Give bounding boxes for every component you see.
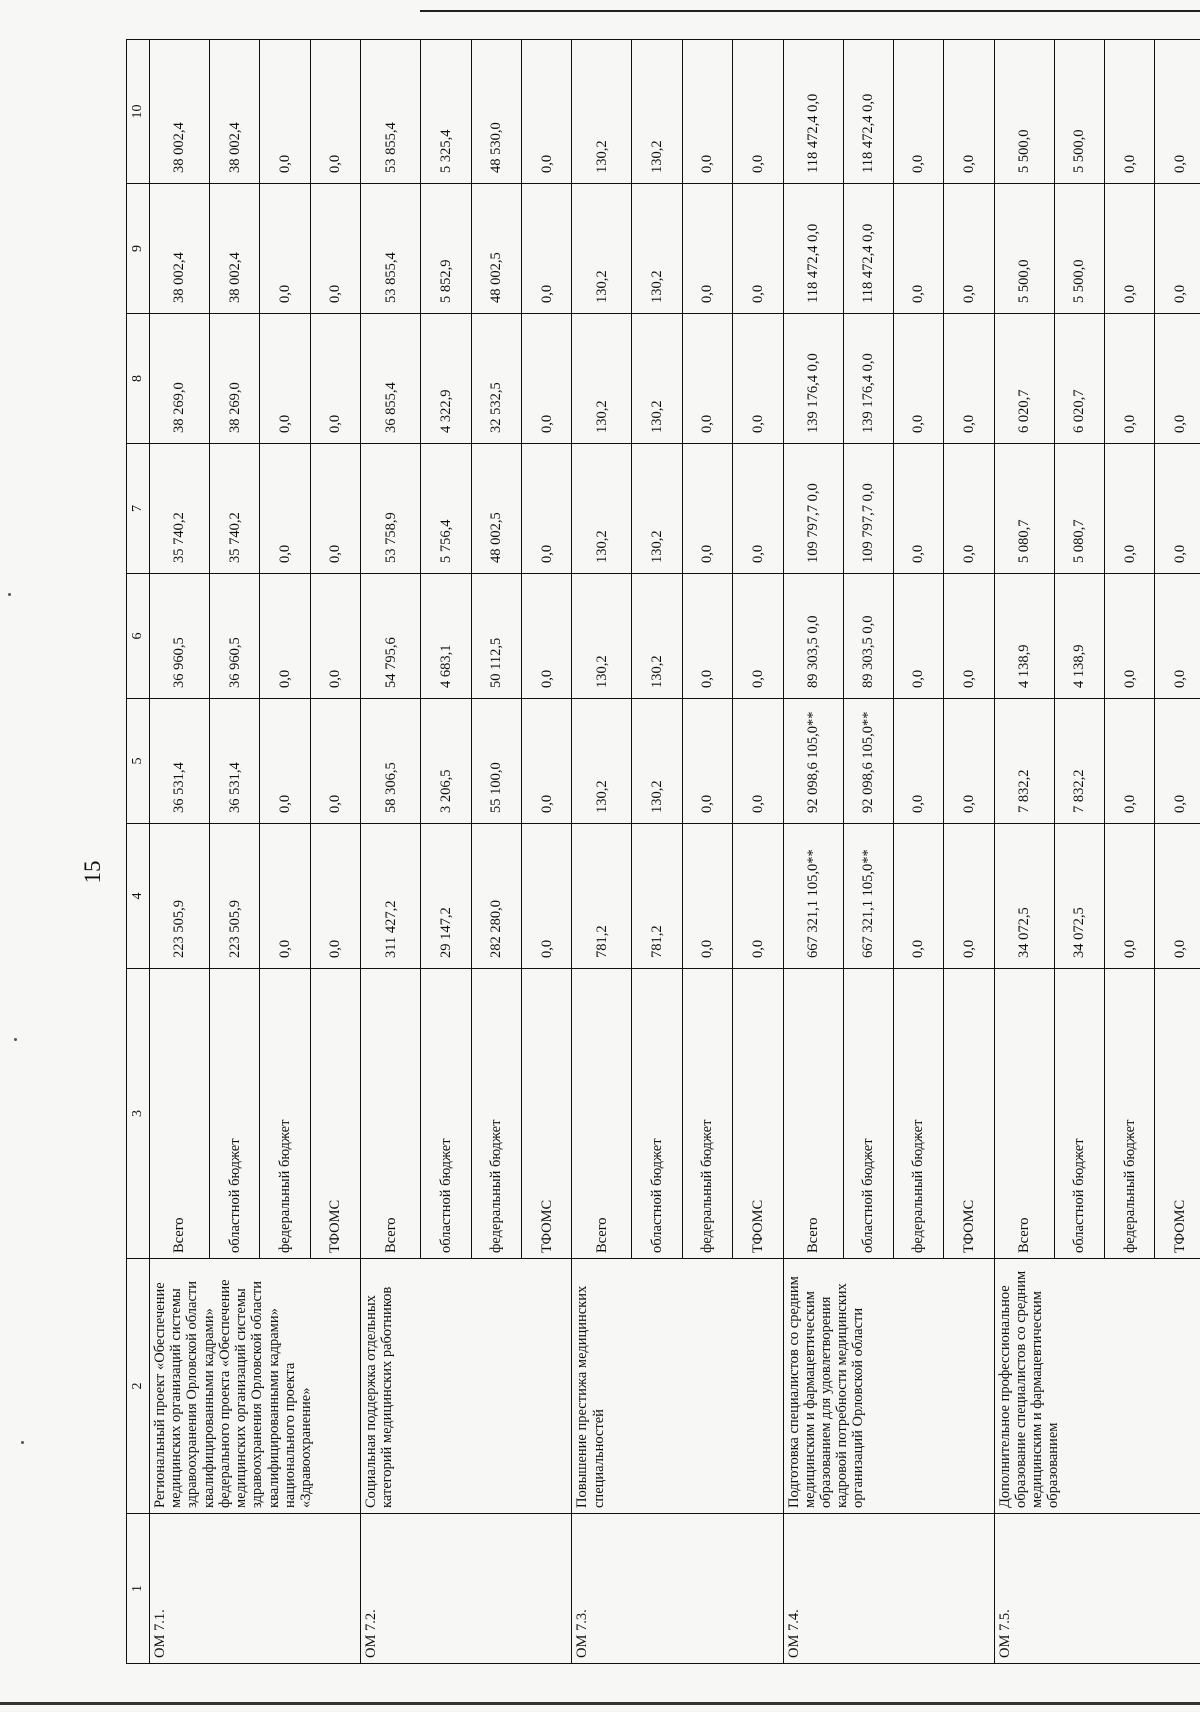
amount-cell: 0,0 [1105, 699, 1155, 824]
amount-cell: 109 797,7 0,0 [843, 444, 893, 574]
amount-cell: 0,0 [682, 40, 732, 184]
amount-cell: 0,0 [682, 699, 732, 824]
amount-cell: 667 321,1 105,0** [783, 824, 843, 969]
amount-cell: 34 072,5 [1054, 824, 1104, 969]
amount-cell: 48 002,5 [471, 184, 521, 314]
amount-cell: 118 472,4 0,0 [843, 184, 893, 314]
measure-code: ОМ 7.5. [994, 1514, 1200, 1664]
amount-cell: 0,0 [944, 824, 994, 969]
amount-cell: 38 269,0 [150, 314, 210, 444]
measure-code: ОМ 7.1. [150, 1514, 361, 1664]
funding-source: областной бюджет [210, 969, 260, 1259]
amount-cell: 35 740,2 [210, 444, 260, 574]
amount-cell: 0,0 [944, 184, 994, 314]
amount-cell: 0,0 [733, 699, 783, 824]
amount-cell: 89 303,5 0,0 [783, 574, 843, 699]
amount-cell: 0,0 [682, 824, 732, 969]
amount-cell: 282 280,0 [471, 824, 521, 969]
amount-cell: 0,0 [521, 699, 571, 824]
amount-cell: 5 852,9 [421, 184, 471, 314]
amount-cell: 5 500,0 [994, 40, 1054, 184]
amount-cell: 667 321,1 105,0** [843, 824, 893, 969]
amount-cell: 0,0 [682, 184, 732, 314]
amount-cell: 0,0 [1105, 444, 1155, 574]
amount-cell: 50 112,5 [471, 574, 521, 699]
amount-cell: 0,0 [733, 824, 783, 969]
amount-cell: 48 530,0 [471, 40, 521, 184]
amount-cell: 4 138,9 [994, 574, 1054, 699]
measure-code: ОМ 7.4. [783, 1514, 994, 1664]
amount-cell: 118 472,4 0,0 [843, 40, 893, 184]
measure-code: ОМ 7.2. [361, 1514, 572, 1664]
column-header: 3 [127, 969, 150, 1259]
amount-cell: 54 795,6 [361, 574, 421, 699]
amount-cell: 223 505,9 [210, 824, 260, 969]
amount-cell: 0,0 [310, 824, 360, 969]
amount-cell: 0,0 [1105, 574, 1155, 699]
amount-cell: 92 098,6 105,0** [843, 699, 893, 824]
amount-cell: 781,2 [632, 824, 682, 969]
amount-cell: 36 960,5 [210, 574, 260, 699]
amount-cell: 38 002,4 [210, 40, 260, 184]
amount-cell: 130,2 [572, 314, 632, 444]
amount-cell: 0,0 [310, 574, 360, 699]
amount-cell: 0,0 [521, 444, 571, 574]
amount-cell: 53 855,4 [361, 40, 421, 184]
amount-cell: 0,0 [1155, 824, 1200, 969]
funding-source: областной бюджет [421, 969, 471, 1259]
amount-cell: 29 147,2 [421, 824, 471, 969]
amount-cell: 6 020,7 [1054, 314, 1104, 444]
amount-cell: 0,0 [310, 184, 360, 314]
amount-cell: 38 002,4 [210, 184, 260, 314]
amount-cell: 7 832,2 [994, 699, 1054, 824]
amount-cell: 0,0 [521, 40, 571, 184]
amount-cell: 0,0 [1105, 40, 1155, 184]
amount-cell: 36 855,4 [361, 314, 421, 444]
measure-name: Социальная поддержка отдельных категорий медицинских работников [361, 1259, 572, 1514]
amount-cell: 118 472,4 0,0 [783, 184, 843, 314]
amount-cell: 0,0 [521, 184, 571, 314]
amount-cell: 0,0 [260, 184, 310, 314]
amount-cell: 32 532,5 [471, 314, 521, 444]
amount-cell: 781,2 [572, 824, 632, 969]
measure-name: Повышение престижа медицинских специальностей [572, 1259, 783, 1514]
amount-cell: 53 758,9 [361, 444, 421, 574]
amount-cell: 130,2 [572, 699, 632, 824]
amount-cell: 89 303,5 0,0 [843, 574, 893, 699]
amount-cell: 5 500,0 [1054, 40, 1104, 184]
amount-cell: 4 322,9 [421, 314, 471, 444]
amount-cell: 130,2 [632, 184, 682, 314]
amount-cell: 0,0 [1155, 699, 1200, 824]
scan-edge-bottom [0, 1702, 1200, 1705]
amount-cell: 6 020,7 [994, 314, 1054, 444]
table-row [150, 40, 210, 1664]
amount-cell: 118 472,4 0,0 [783, 40, 843, 184]
amount-cell: 0,0 [521, 314, 571, 444]
funding-source: Всего [994, 969, 1054, 1259]
amount-cell: 0,0 [893, 824, 943, 969]
amount-cell: 0,0 [521, 574, 571, 699]
amount-cell: 0,0 [733, 40, 783, 184]
amount-cell: 7 832,2 [1054, 699, 1104, 824]
amount-cell: 4 138,9 [1054, 574, 1104, 699]
budget-table [126, 39, 1200, 1664]
table-body [150, 40, 1200, 1664]
amount-cell: 0,0 [682, 314, 732, 444]
amount-cell: 0,0 [893, 444, 943, 574]
measure-name: Дополнительное профессиональное образование специалистов со средним медицинским и фармацевтическим образованием [994, 1259, 1200, 1514]
column-header: 10 [127, 40, 150, 184]
amount-cell: 5 080,7 [1054, 444, 1104, 574]
amount-cell: 0,0 [310, 314, 360, 444]
column-header: 2 [127, 1259, 150, 1514]
funding-source: Всего [150, 969, 210, 1259]
table-row [572, 40, 632, 1664]
funding-source: ТФОМС [944, 969, 994, 1259]
amount-cell: 130,2 [632, 574, 682, 699]
column-header: 6 [127, 574, 150, 699]
amount-cell: 0,0 [521, 824, 571, 969]
amount-cell: 38 269,0 [210, 314, 260, 444]
amount-cell: 0,0 [1155, 574, 1200, 699]
amount-cell: 130,2 [632, 699, 682, 824]
amount-cell: 53 855,4 [361, 184, 421, 314]
amount-cell: 0,0 [260, 314, 310, 444]
amount-cell: 0,0 [733, 444, 783, 574]
funding-source: федеральный бюджет [471, 969, 521, 1259]
amount-cell: 0,0 [310, 40, 360, 184]
funding-source: федеральный бюджет [893, 969, 943, 1259]
amount-cell: 130,2 [632, 40, 682, 184]
amount-cell: 0,0 [1155, 444, 1200, 574]
funding-source: ТФОМС [310, 969, 360, 1259]
amount-cell: 0,0 [310, 699, 360, 824]
funding-source: областной бюджет [1054, 969, 1104, 1259]
amount-cell: 0,0 [260, 574, 310, 699]
funding-source: ТФОМС [733, 969, 783, 1259]
column-header: 1 [127, 1514, 150, 1664]
amount-cell: 36 531,4 [150, 699, 210, 824]
amount-cell: 130,2 [572, 444, 632, 574]
scan-edge-top [420, 10, 1200, 12]
amount-cell: 130,2 [572, 184, 632, 314]
table-row [994, 40, 1054, 1664]
amount-cell: 0,0 [733, 574, 783, 699]
amount-cell: 109 797,7 0,0 [783, 444, 843, 574]
funding-source: ТФОМС [1155, 969, 1200, 1259]
amount-cell: 0,0 [944, 699, 994, 824]
amount-cell: 0,0 [310, 444, 360, 574]
column-header: 7 [127, 444, 150, 574]
funding-source: областной бюджет [843, 969, 893, 1259]
scan-speck [21, 1441, 24, 1444]
amount-cell: 0,0 [1105, 314, 1155, 444]
funding-source: федеральный бюджет [682, 969, 732, 1259]
amount-cell: 36 960,5 [150, 574, 210, 699]
amount-cell: 3 206,5 [421, 699, 471, 824]
amount-cell: 0,0 [893, 699, 943, 824]
amount-cell: 0,0 [260, 824, 310, 969]
amount-cell: 5 500,0 [994, 184, 1054, 314]
funding-source: ТФОМС [521, 969, 571, 1259]
amount-cell: 4 683,1 [421, 574, 471, 699]
amount-cell: 0,0 [944, 40, 994, 184]
amount-cell: 0,0 [1155, 314, 1200, 444]
amount-cell: 0,0 [1155, 40, 1200, 184]
amount-cell: 130,2 [632, 444, 682, 574]
amount-cell: 0,0 [944, 574, 994, 699]
measure-code: ОМ 7.3. [572, 1514, 783, 1664]
amount-cell: 5 500,0 [1054, 184, 1104, 314]
amount-cell: 130,2 [572, 40, 632, 184]
amount-cell: 0,0 [944, 444, 994, 574]
funding-source: областной бюджет [632, 969, 682, 1259]
amount-cell: 0,0 [260, 444, 310, 574]
amount-cell: 0,0 [893, 184, 943, 314]
funding-source: Всего [783, 969, 843, 1259]
amount-cell: 0,0 [944, 314, 994, 444]
amount-cell: 0,0 [1155, 184, 1200, 314]
funding-source: Всего [361, 969, 421, 1259]
page-number: 15 [80, 860, 105, 884]
amount-cell: 223 505,9 [150, 824, 210, 969]
amount-cell: 0,0 [682, 574, 732, 699]
column-header: 5 [127, 699, 150, 824]
column-header: 8 [127, 314, 150, 444]
amount-cell: 55 100,0 [471, 699, 521, 824]
column-header: 4 [127, 824, 150, 969]
table-row [361, 40, 421, 1664]
amount-cell: 0,0 [682, 444, 732, 574]
amount-cell: 38 002,4 [150, 184, 210, 314]
amount-cell: 5 756,4 [421, 444, 471, 574]
amount-cell: 0,0 [893, 314, 943, 444]
amount-cell: 0,0 [1105, 184, 1155, 314]
amount-cell: 35 740,2 [150, 444, 210, 574]
amount-cell: 48 002,5 [471, 444, 521, 574]
funding-source: Всего [572, 969, 632, 1259]
amount-cell: 130,2 [572, 574, 632, 699]
amount-cell: 130,2 [632, 314, 682, 444]
amount-cell: 38 002,4 [150, 40, 210, 184]
amount-cell: 0,0 [733, 314, 783, 444]
scan-speck [8, 593, 11, 596]
amount-cell: 34 072,5 [994, 824, 1054, 969]
amount-cell: 311 427,2 [361, 824, 421, 969]
amount-cell: 139 176,4 0,0 [843, 314, 893, 444]
amount-cell: 0,0 [260, 40, 310, 184]
header-row [127, 40, 150, 1664]
amount-cell: 0,0 [893, 40, 943, 184]
amount-cell: 5 325,4 [421, 40, 471, 184]
funding-source: федеральный бюджет [260, 969, 310, 1259]
amount-cell: 0,0 [733, 184, 783, 314]
amount-cell: 0,0 [893, 574, 943, 699]
measure-name: Подготовка специалистов со средним медицинским и фармацевтическим образованием для удовлетворения кадровой потребности медицинских организаций Орловской области [783, 1259, 994, 1514]
table-row [783, 40, 843, 1664]
amount-cell: 36 531,4 [210, 699, 260, 824]
amount-cell: 0,0 [1105, 824, 1155, 969]
scan-speck [14, 1038, 17, 1041]
funding-source: федеральный бюджет [1105, 969, 1155, 1259]
amount-cell: 0,0 [260, 699, 310, 824]
amount-cell: 58 306,5 [361, 699, 421, 824]
amount-cell: 5 080,7 [994, 444, 1054, 574]
amount-cell: 139 176,4 0,0 [783, 314, 843, 444]
amount-cell: 92 098,6 105,0** [783, 699, 843, 824]
rotated-table-wrapper [126, 40, 1200, 1664]
measure-name: Региональный проект «Обеспечение медицинских организаций системы здравоохранения Орловской области квалифицированными кадрами» федерального проекта «Обеспечение медицинских организаций системы здравоохранения Орловской области квалифицированными кадрами» национального проекта «Здравоохранение» [150, 1259, 361, 1514]
column-header: 9 [127, 184, 150, 314]
